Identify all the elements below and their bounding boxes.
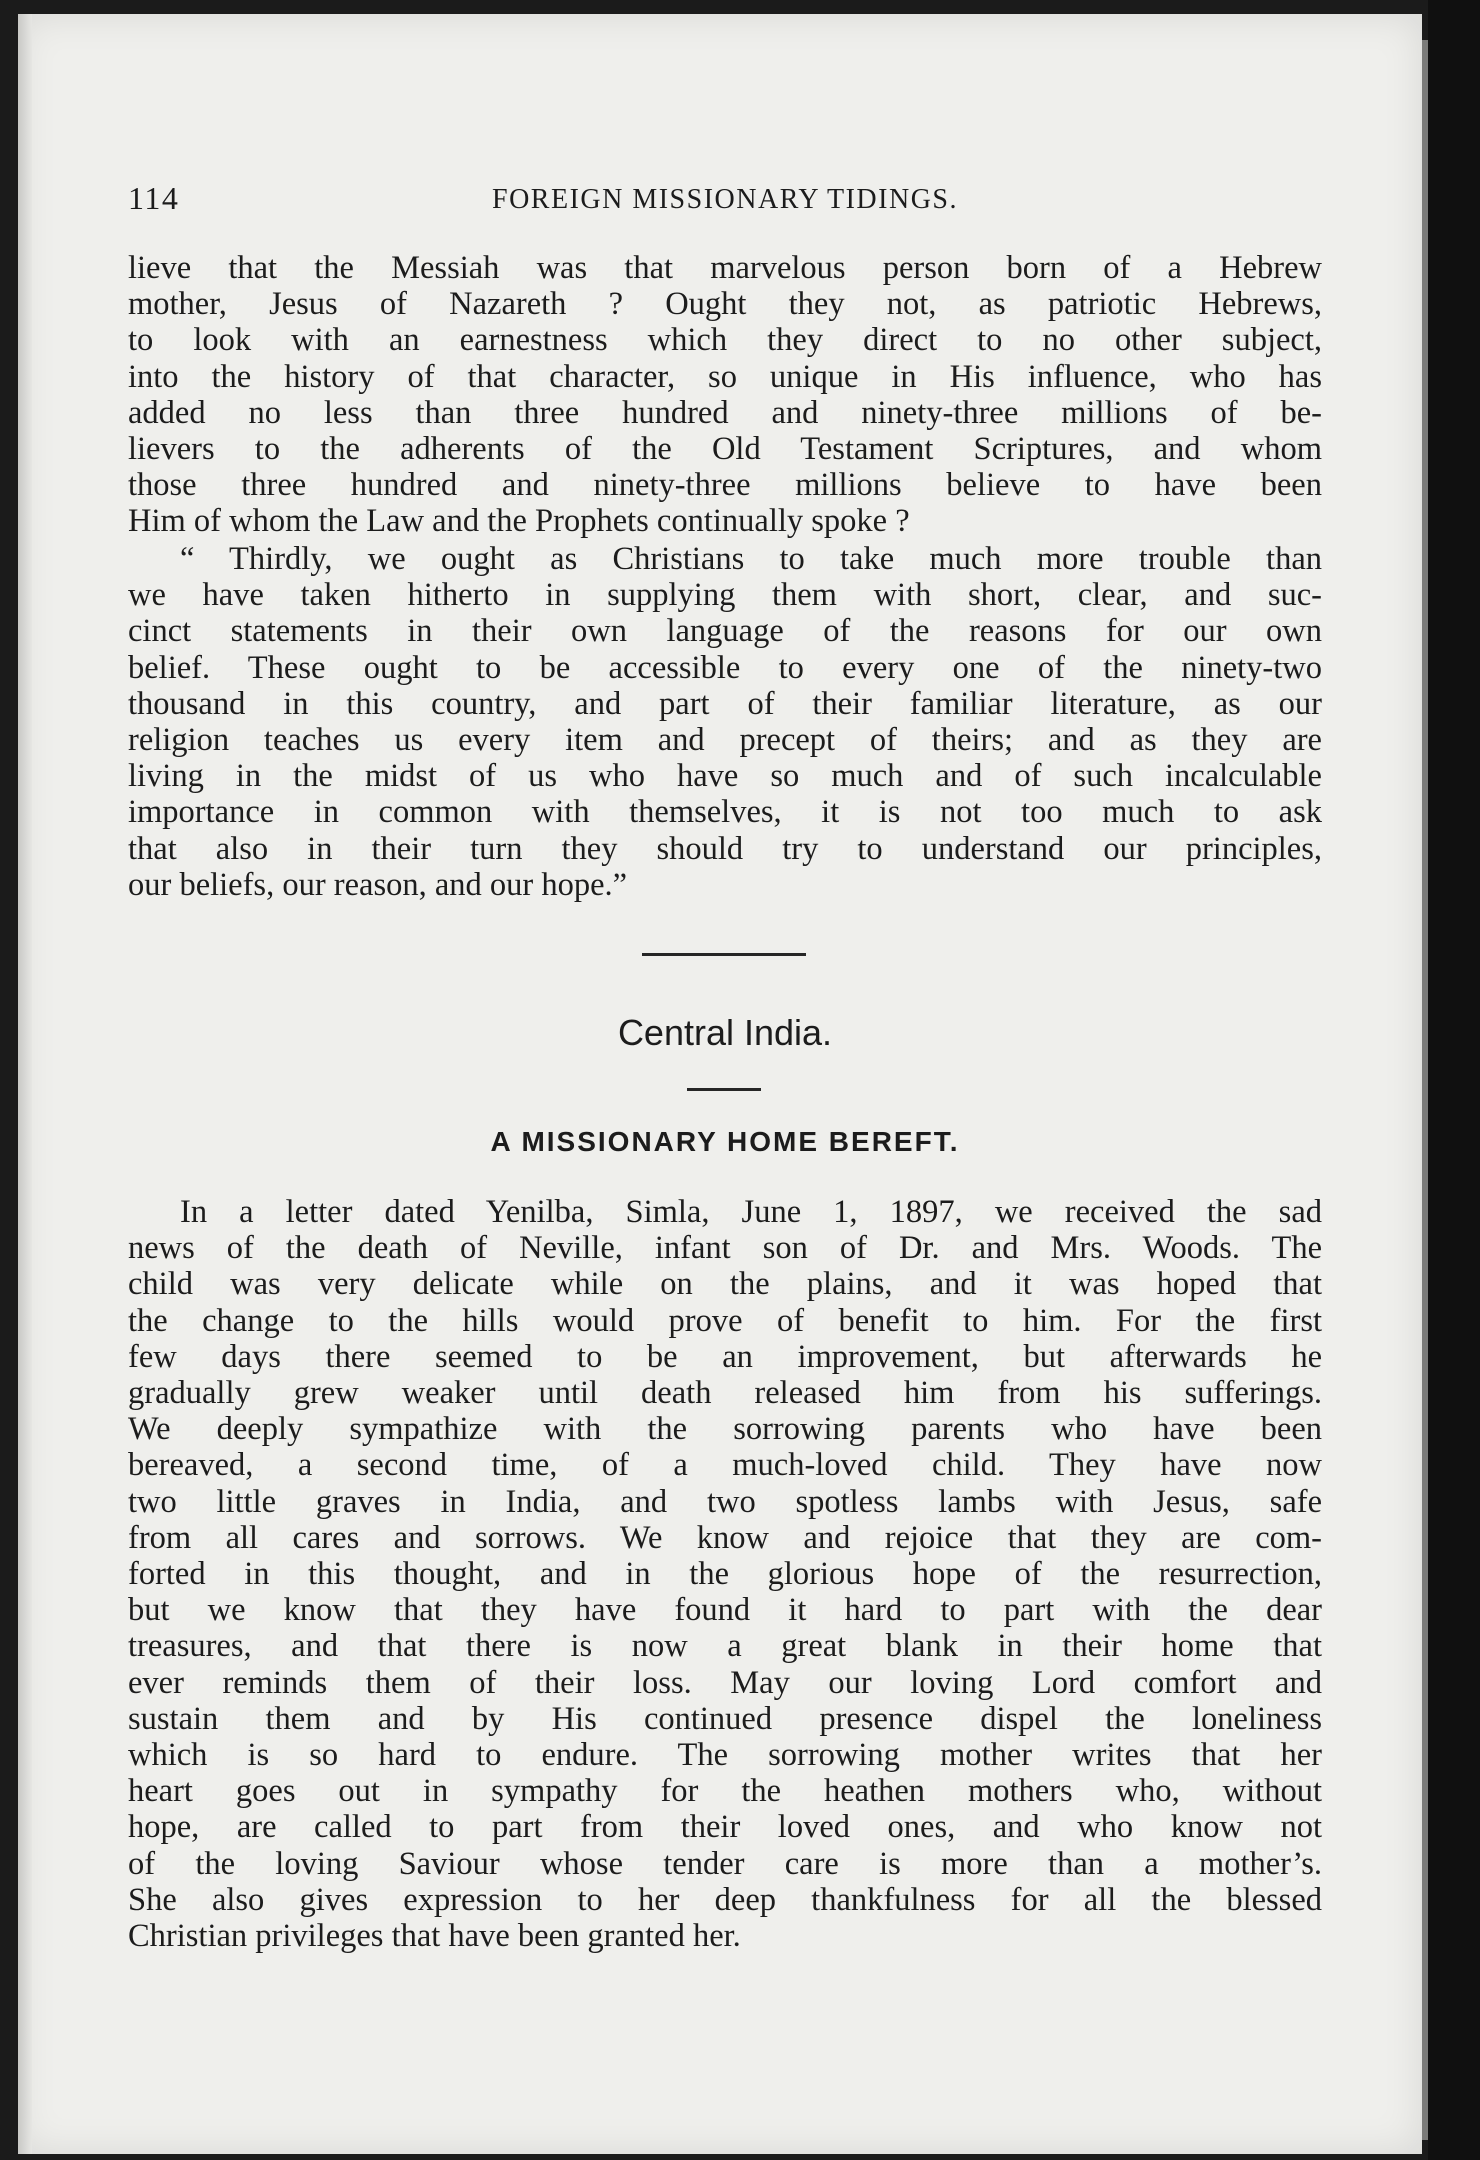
text-line: She also gives expression to her deep thankfulness for all the blessed bbox=[128, 1881, 1322, 1918]
page-number: 114 bbox=[128, 180, 180, 216]
text-line: Christian privileges that have been granted her. bbox=[128, 1918, 741, 1955]
heading-divider-rule bbox=[687, 1088, 761, 1091]
text-line: but we know that they have found it hard to part with the dear bbox=[128, 1592, 1322, 1629]
dark-scan-margin bbox=[1428, 0, 1480, 2160]
text-line: to look with an earnestness which they direct to no other subject, bbox=[128, 322, 1322, 359]
text-line: ever reminds them of their loss. May our loving Lord comfort and bbox=[128, 1664, 1322, 1701]
text-line: importance in common with themselves, it is not too much to ask bbox=[128, 794, 1322, 831]
text-line: belief. These ought to be accessible to every one of the ninety-two bbox=[128, 649, 1322, 686]
text-line: mother, Jesus of Nazareth ? Ought they not, as patriotic Hebrews, bbox=[128, 286, 1322, 323]
section-heading: Central India. bbox=[617, 1012, 833, 1053]
text-line: lieve that the Messiah was that marvelous person born of a Hebrew bbox=[128, 250, 1322, 286]
text-line: In a letter dated Yenilba, Simla, June 1, 1897, we received the sad bbox=[180, 1194, 1322, 1230]
text-line: that also in their turn they should try to understand our principles, bbox=[128, 830, 1322, 867]
text-line: our beliefs, our reason, and our hope.” bbox=[128, 866, 628, 903]
paragraph bbox=[128, 250, 1322, 540]
text-line: religion teaches us every item and precept of theirs; and as they are bbox=[128, 722, 1322, 759]
text-line: child was very delicate while on the plains, and it was hoped that bbox=[128, 1266, 1322, 1303]
article-body bbox=[128, 1194, 1322, 1954]
text-line: bereaved, a second time, of a much-loved child. They have now bbox=[128, 1447, 1322, 1484]
text-line: we have taken hitherto in supplying them with short, clear, and suc- bbox=[128, 577, 1322, 614]
text-line: from all cares and sorrows. We know and rejoice that they are com- bbox=[128, 1519, 1322, 1556]
running-head bbox=[128, 180, 1322, 224]
paragraph-thirdly bbox=[128, 541, 1322, 903]
text-line: lievers to the adherents of the Old Testament Scriptures, and whom bbox=[128, 431, 1322, 468]
text-line: few days there seemed to be an improvement, but afterwards he bbox=[128, 1338, 1322, 1375]
text-line: treasures, and that there is now a great blank in their home that bbox=[128, 1628, 1322, 1665]
paragraph bbox=[128, 1194, 1322, 1954]
text-line: the change to the hills would prove of benefit to him. For the first bbox=[128, 1302, 1322, 1339]
text-line: “ Thirdly, we ought as Christians to take much more trouble than bbox=[180, 541, 1322, 577]
paragraph-continued bbox=[128, 250, 1322, 540]
page-edge-shadow bbox=[18, 14, 32, 2154]
text-line: forted in this thought, and in the glorious hope of the resurrection, bbox=[128, 1556, 1322, 1593]
text-line: thousand in this country, and part of their familiar literature, as our bbox=[128, 685, 1322, 722]
text-line: cinct statements in their own language of the reasons for our own bbox=[128, 613, 1322, 650]
text-line: Him of whom the Law and the Prophets continually spoke ? bbox=[128, 503, 910, 540]
text-line: heart goes out in sympathy for the heathen mothers who, without bbox=[128, 1773, 1322, 1810]
text-line: We deeply sympathize with the sorrowing parents who have been bbox=[128, 1411, 1322, 1448]
text-line: hope, are called to part from their loved ones, and who know not bbox=[128, 1809, 1322, 1846]
article-heading: A MISSIONARY HOME BEREFT. bbox=[490, 1126, 960, 1157]
paragraph bbox=[128, 541, 1322, 903]
text-line: living in the midst of us who have so much and of such incalculable bbox=[128, 758, 1322, 795]
text-line: gradually grew weaker until death released him from his sufferings. bbox=[128, 1375, 1322, 1412]
text-line: of the loving Saviour whose tender care is more than a mother’s. bbox=[128, 1845, 1322, 1882]
running-head-title: FOREIGN MISSIONARY TIDINGS. bbox=[492, 184, 958, 215]
text-line: two little graves in India, and two spotless lambs with Jesus, safe bbox=[128, 1483, 1322, 1520]
text-line: which is so hard to endure. The sorrowing mother writes that her bbox=[128, 1737, 1322, 1774]
text-line: added no less than three hundred and ninety-three millions of be- bbox=[128, 394, 1322, 431]
text-line: those three hundred and ninety-three millions believe to have been bbox=[128, 467, 1322, 504]
text-line: sustain them and by His continued presence dispel the loneliness bbox=[128, 1700, 1322, 1737]
section-divider-rule bbox=[642, 953, 806, 956]
text-line: into the history of that character, so unique in His influence, who has bbox=[128, 358, 1322, 395]
text-line: news of the death of Neville, infant son of Dr. and Mrs. Woods. The bbox=[128, 1230, 1322, 1267]
